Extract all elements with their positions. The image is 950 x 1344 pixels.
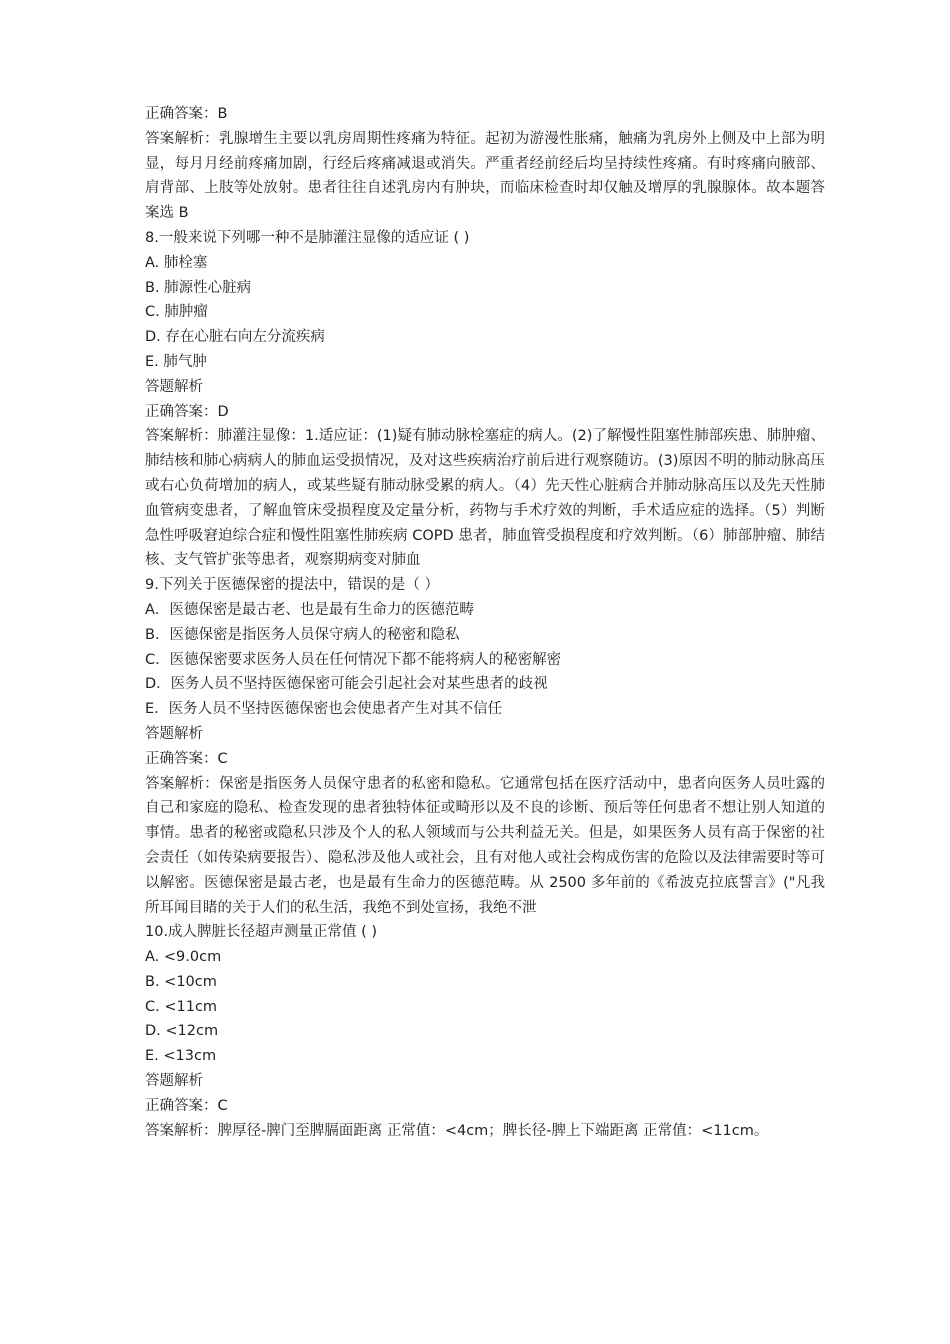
analysis-heading: 答题解析: [145, 725, 203, 742]
answer-line: 正确答案：C: [145, 1097, 228, 1114]
answer-line: 正确答案：B: [145, 106, 228, 122]
option-item: C. <11cm: [145, 998, 218, 1015]
option-item: A. <9.0cm: [145, 949, 222, 966]
option-item: B. <10cm: [145, 973, 217, 990]
option-item: A．医德保密是最古老、也是最有生命力的医德范畴: [145, 601, 474, 618]
analysis-heading: 答题解析: [145, 1073, 203, 1090]
option-item: B．医德保密是指医务人员保守病人的秘密和隐私: [145, 626, 460, 643]
option-item: B. 肺源性心脏病: [145, 279, 252, 296]
option-item: C．医德保密要求医务人员在任何情况下都不能将病人的秘密解密: [145, 651, 562, 668]
answer-line: 正确答案：C: [145, 750, 228, 767]
question-8: 8.一般来说下列哪一种不是肺灌注显像的适应证 ( ): [145, 229, 470, 246]
option-item: D. <12cm: [145, 1023, 219, 1040]
explanation-paragraph: 答案解析：肺灌注显像：1.适应证：(1)疑有肺动脉栓塞症的病人。(2)了解慢性阻塞性肺部疾患、肺肿瘤、肺结核和肺心病病人的肺血运受损情况，及对这些疾病治疗前后进行观察随访。(3)原因不明的肺动脉高压或右心负荷增加的病人，或某些疑有肺动脉受累的病人。（4）先天性心脏病合并肺动脉高压以及先天性肺血管病变患者，了解血管床受损程度及定量分析，药物与手术疗效的判断，手术适应症的选择。（5）判断急性呼吸窘迫综合症和慢性阻塞性肺疾病 COPD 患者，肺血管受损程度和疗效判断。（6）肺部肿瘤、肺结核、支气管扩张等患者，观察期病变对肺血: [145, 428, 825, 569]
option-item: A. 肺栓塞: [145, 254, 208, 271]
option-item: C. 肺肿瘤: [145, 304, 208, 321]
answer-line: 正确答案：D: [145, 403, 229, 420]
question-9: 9.下列关于医德保密的提法中，错误的是（ ）: [145, 577, 439, 594]
option-item: E. <13cm: [145, 1048, 217, 1065]
explanation-paragraph: 答案解析：脾厚径-脾门至脾膈面距离 正常值：<4cm；脾长径-脾上下端距离 正常值：<11cm。: [145, 1122, 769, 1139]
question-10: 10.成人脾脏长径超声测量正常值 ( ): [145, 924, 378, 941]
document-body: [145, 102, 825, 1143]
option-item: E．医务人员不坚持医德保密也会使患者产生对其不信任: [145, 701, 503, 718]
option-item: E. 肺气肿: [145, 353, 207, 370]
analysis-heading: 答题解析: [145, 378, 203, 395]
option-item: D．医务人员不坚持医德保密可能会引起社会对某些患者的歧视: [145, 676, 548, 693]
explanation-paragraph: 答案解析：乳腺增生主要以乳房周期性疼痛为特征。起初为游漫性胀痛，触痛为乳房外上侧及中上部为明显，每月月经前疼痛加剧，行经后疼痛减退或消失。严重者经前经后均呈持续性疼痛。有时疼痛向腋部、肩背部、上肢等处放射。患者往往自述乳房内有肿块，而临床检查时却仅触及增厚的乳腺腺体。故本题答案选 B: [145, 130, 825, 222]
explanation-paragraph: 答案解析：保密是指医务人员保守患者的私密和隐私。它通常包括在医疗活动中，患者向医务人员吐露的自己和家庭的隐私、检查发现的患者独特体征或畸形以及不良的诊断、预后等任何患者不想让别人知道的事情。患者的秘密或隐私只涉及个人的私人领域而与公共利益无关。但是，如果医务人员有高于保密的社会责任（如传染病要报告）、隐私涉及他人或社会，且有对他人或社会构成伤害的危险以及法律需要时等可以解密。医德保密是最古老，也是最有生命力的医德范畴。从 2500 多年前的《希波克拉底誓言》("凡我所耳闻目睹的关于人们的私生活，我绝不到处宣扬，我绝不泄: [145, 775, 825, 916]
option-item: D. 存在心脏右向左分流疾病: [145, 329, 325, 346]
